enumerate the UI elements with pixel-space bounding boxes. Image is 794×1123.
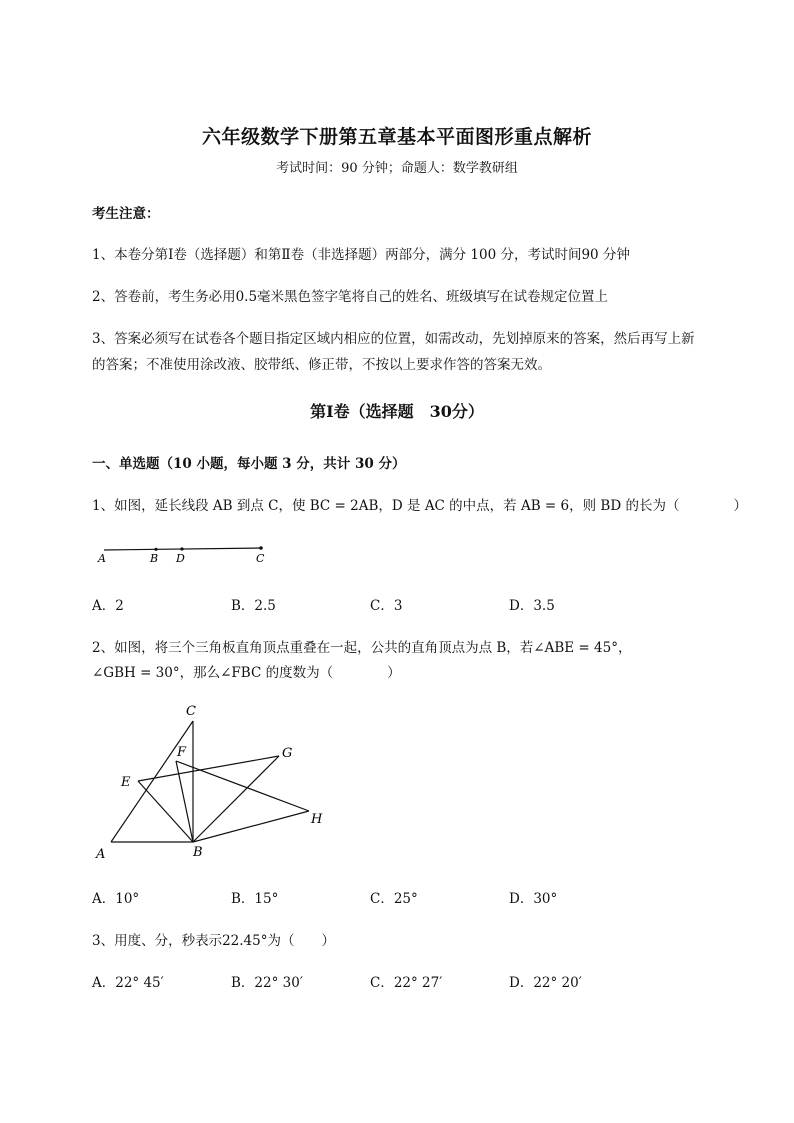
question-1-option-d: D．3.5	[509, 598, 555, 614]
segment-eb	[138, 781, 193, 842]
part-title: 一、单选题（10 小题，每小题 3 分，共计 30 分）	[92, 456, 406, 472]
point-b	[154, 548, 157, 551]
question-1-option-a: A．2	[92, 598, 124, 614]
label-a: A	[98, 552, 106, 565]
label-c: C	[256, 552, 265, 565]
question-1-figure	[92, 538, 282, 570]
question-3-option-a: A．22° 45′	[92, 975, 164, 991]
question-2-option-d: D．30°	[509, 891, 558, 907]
point-d	[180, 547, 183, 550]
question-2-stem-line2: ∠GBH = 30°，那么∠FBC 的度数为（ ）	[92, 665, 401, 681]
notice-heading: 考生注意：	[92, 206, 160, 222]
question-2-option-c: C．25°	[370, 891, 418, 907]
label-b: B	[150, 552, 159, 565]
question-3-stem: 3、用度、分，秒表示22.45°为（ ）	[92, 933, 335, 949]
label-g: G	[282, 746, 293, 761]
notice-item-2: 2、答卷前，考生务必用0.5毫米黑色签字笔将自己的姓名、班级填写在试卷规定位置上	[92, 289, 609, 305]
question-2-figure	[90, 700, 340, 865]
section-title: 第Ⅰ卷（选择题 30分）	[310, 402, 484, 421]
question-1-option-b: B．2.5	[231, 598, 276, 614]
question-3-option-c: C．22° 27′	[370, 975, 443, 991]
question-1-stem: 1、如图，延长线段 AB 到点 C，使 BC = 2AB，D 是 AC 的中点，若 AB = 6，则 BD 的长为（ ）	[92, 498, 747, 514]
label-e: E	[121, 775, 131, 790]
notice-item-3: 3、答案必须写在试卷各个题目指定区域内相应的位置，如需改动，先划掉原来的答案，然后再写上新	[92, 331, 695, 347]
notice-item-3-continued: 的答案；不准使用涂改液、胶带纸、修正带，不按以上要求作答的答案无效。	[92, 357, 551, 373]
question-2-stem-line1: 2、如图，将三个三角板直角顶点重叠在一起，公共的直角顶点为点 B，若∠ABE = 45°，	[92, 640, 632, 656]
notice-item-1: 1、本卷分第Ⅰ卷（选择题）和第Ⅱ卷（非选择题）两部分，满分 100 分，考试时间90 分钟	[92, 247, 630, 263]
point-c	[259, 546, 263, 550]
question-3-option-d: D．22° 20′	[509, 975, 582, 991]
segment-fh	[176, 761, 309, 811]
question-1-option-c: C．3	[370, 598, 403, 614]
label-c: C	[186, 704, 196, 719]
document-title: 六年级数学下册第五章基本平面图形重点解析	[201, 126, 592, 148]
question-2-option-a: A．10°	[92, 891, 140, 907]
label-h: H	[311, 812, 323, 827]
label-a: A	[96, 847, 106, 862]
question-2-option-b: B．15°	[231, 891, 279, 907]
question-3-option-b: B．22° 30′	[231, 975, 303, 991]
label-d: D	[176, 552, 185, 565]
segment-hb	[193, 811, 309, 842]
label-f: F	[177, 745, 187, 760]
label-b: B	[193, 845, 203, 860]
document-subtitle: 考试时间：90 分钟；命题人：数学教研组	[276, 161, 518, 176]
